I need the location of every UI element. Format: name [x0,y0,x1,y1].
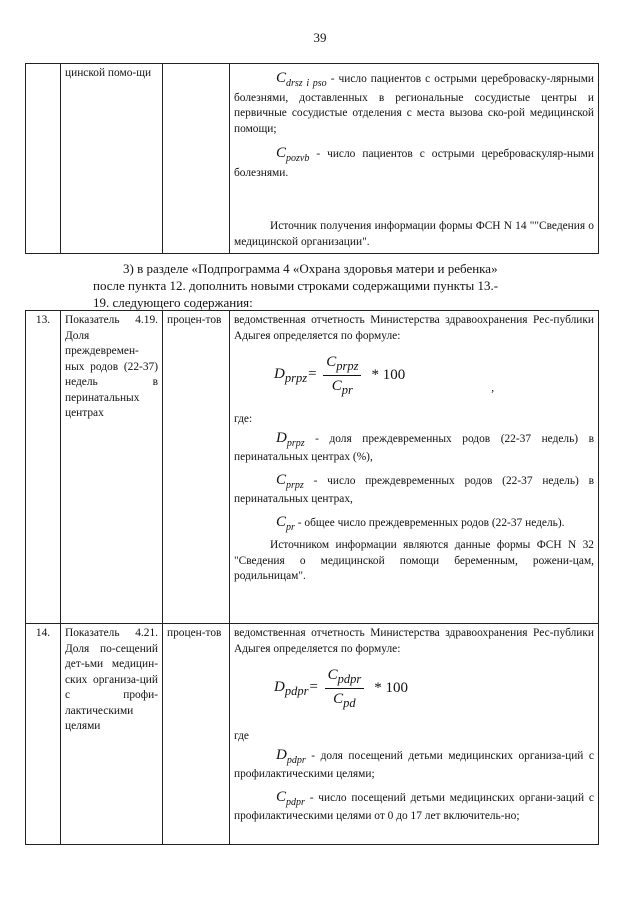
indicator-cell [61,624,163,845]
term-symbol: $D_{pdpr}$ [276,746,306,766]
unit-cell: процен-тов [163,624,230,845]
formula-denominator: $C_{pd}$ [333,690,356,710]
term-symbol: $C_{pr}$ [276,513,295,533]
formula-multiplier: * 100 [374,679,408,696]
where-text: где [234,730,249,742]
term-symbol: $C_{pozvb}$ [276,145,310,165]
row-number-cell: 13. [26,311,61,624]
term-line [234,428,594,466]
unit-cell: процен-тов [163,311,230,624]
formula-numerator: $C_{prpz}$ [323,352,361,376]
page-number: 39 [313,30,327,45]
source-text: Источник получения информации формы ФСН N 14 ""Сведения о медицинской организации". [234,220,594,248]
method-cell [230,624,599,845]
top-continuation-table [25,63,599,254]
indicator-text: Показатель 4.21. Доля по-сещений дет-ьми медицин-ских организа-ций с профи-лактическими целями [65,627,158,732]
term-description: - доля посещений детьми медицинских организа-ций с профилактическими целями; [234,749,594,781]
table-row [26,311,599,624]
term-symbol: $C_{pdpr}$ [276,788,305,808]
method-cell [230,311,599,624]
formula-numerator: $C_{pdpr}$ [325,665,365,689]
intro-text: ведомственная отчетность Министерства здравоохранения Рес-публики Адыгея определяется по формуле: [234,314,594,342]
indicator-text: цинской помо-щи [65,67,152,79]
term-line [234,470,594,508]
term-symbol: $D_{prpz}$ [276,429,305,449]
method-cell [230,64,599,254]
instruction-line: 3) в разделе «Подпрограмма 4 «Охрана здоровья матери и ребенка» [123,261,498,276]
where-text: где: [234,413,253,425]
intro-text: ведомственная отчетность Министерства здравоохранения Рес-публики Адыгея определяется по формуле: [234,627,594,655]
formula [274,657,594,719]
table-row [26,64,599,254]
term-symbol: $C_{drsz i pso}$ [276,70,327,89]
formula-fraction [325,665,365,712]
formula-lhs: $D_{prpz}=$ [274,365,318,385]
formula-fraction [323,352,361,399]
term-description: - число посещений детьми медицинских органи-заций с профилактическими целями от 0 до 17 лет включитель-но; [234,791,594,823]
term-line [234,143,594,181]
source-text: Источником информации являются данные формы ФСН N 32 "Сведения о медицинской помощи беременным, рожени-цам, родильницам". [234,539,594,583]
term-symbol: $C_{prpz}$ [276,471,304,491]
formula-multiplier: * 100 [371,366,406,383]
term-description: - число пациентов с острыми цереброваску-лярными болезнями, доставленных в региональные сосудистые центры и первичные сосудистые отделения с места вызова ско-рой медицинской помощи; [234,73,594,135]
formula-comma: , [491,382,495,395]
term-line [234,787,594,825]
term-line [234,512,594,535]
term-description: - доля преждевременных родов (22-37 недель) в перинатальных центрах (%), [234,432,594,464]
indicator-cell [61,311,163,624]
section-instruction [93,261,603,312]
indicators-table [25,310,599,845]
indicator-cell [61,64,163,254]
term-description: - число пациентов с острыми цереброваскуляр-ными болезнями. [234,148,594,179]
indicator-text: Показатель 4.19. Доля преждевремен-ных родов (22-37) недель в перинатальных центрах [65,314,158,419]
table-row [26,624,599,845]
instruction-line: после пункта 12. дополнить новыми строками содержащими пункты 13.- [93,277,499,293]
formula-denominator: $C_{pr}$ [331,377,353,397]
term-description: - общее число преждевременных родов (22-37 недель). [297,516,565,529]
unit-cell [163,64,230,254]
formula-lhs: $D_{pdpr}=$ [274,678,319,698]
row-number-cell: 14. [26,624,61,845]
term-line [234,68,594,137]
instruction-line: 19. следующего содержания: [93,294,253,310]
formula [274,344,594,406]
term-description: - число преждевременных родов (22-37 недель) в перинатальных центрах, [234,474,594,506]
term-line [234,745,594,783]
row-number-cell [26,64,61,254]
